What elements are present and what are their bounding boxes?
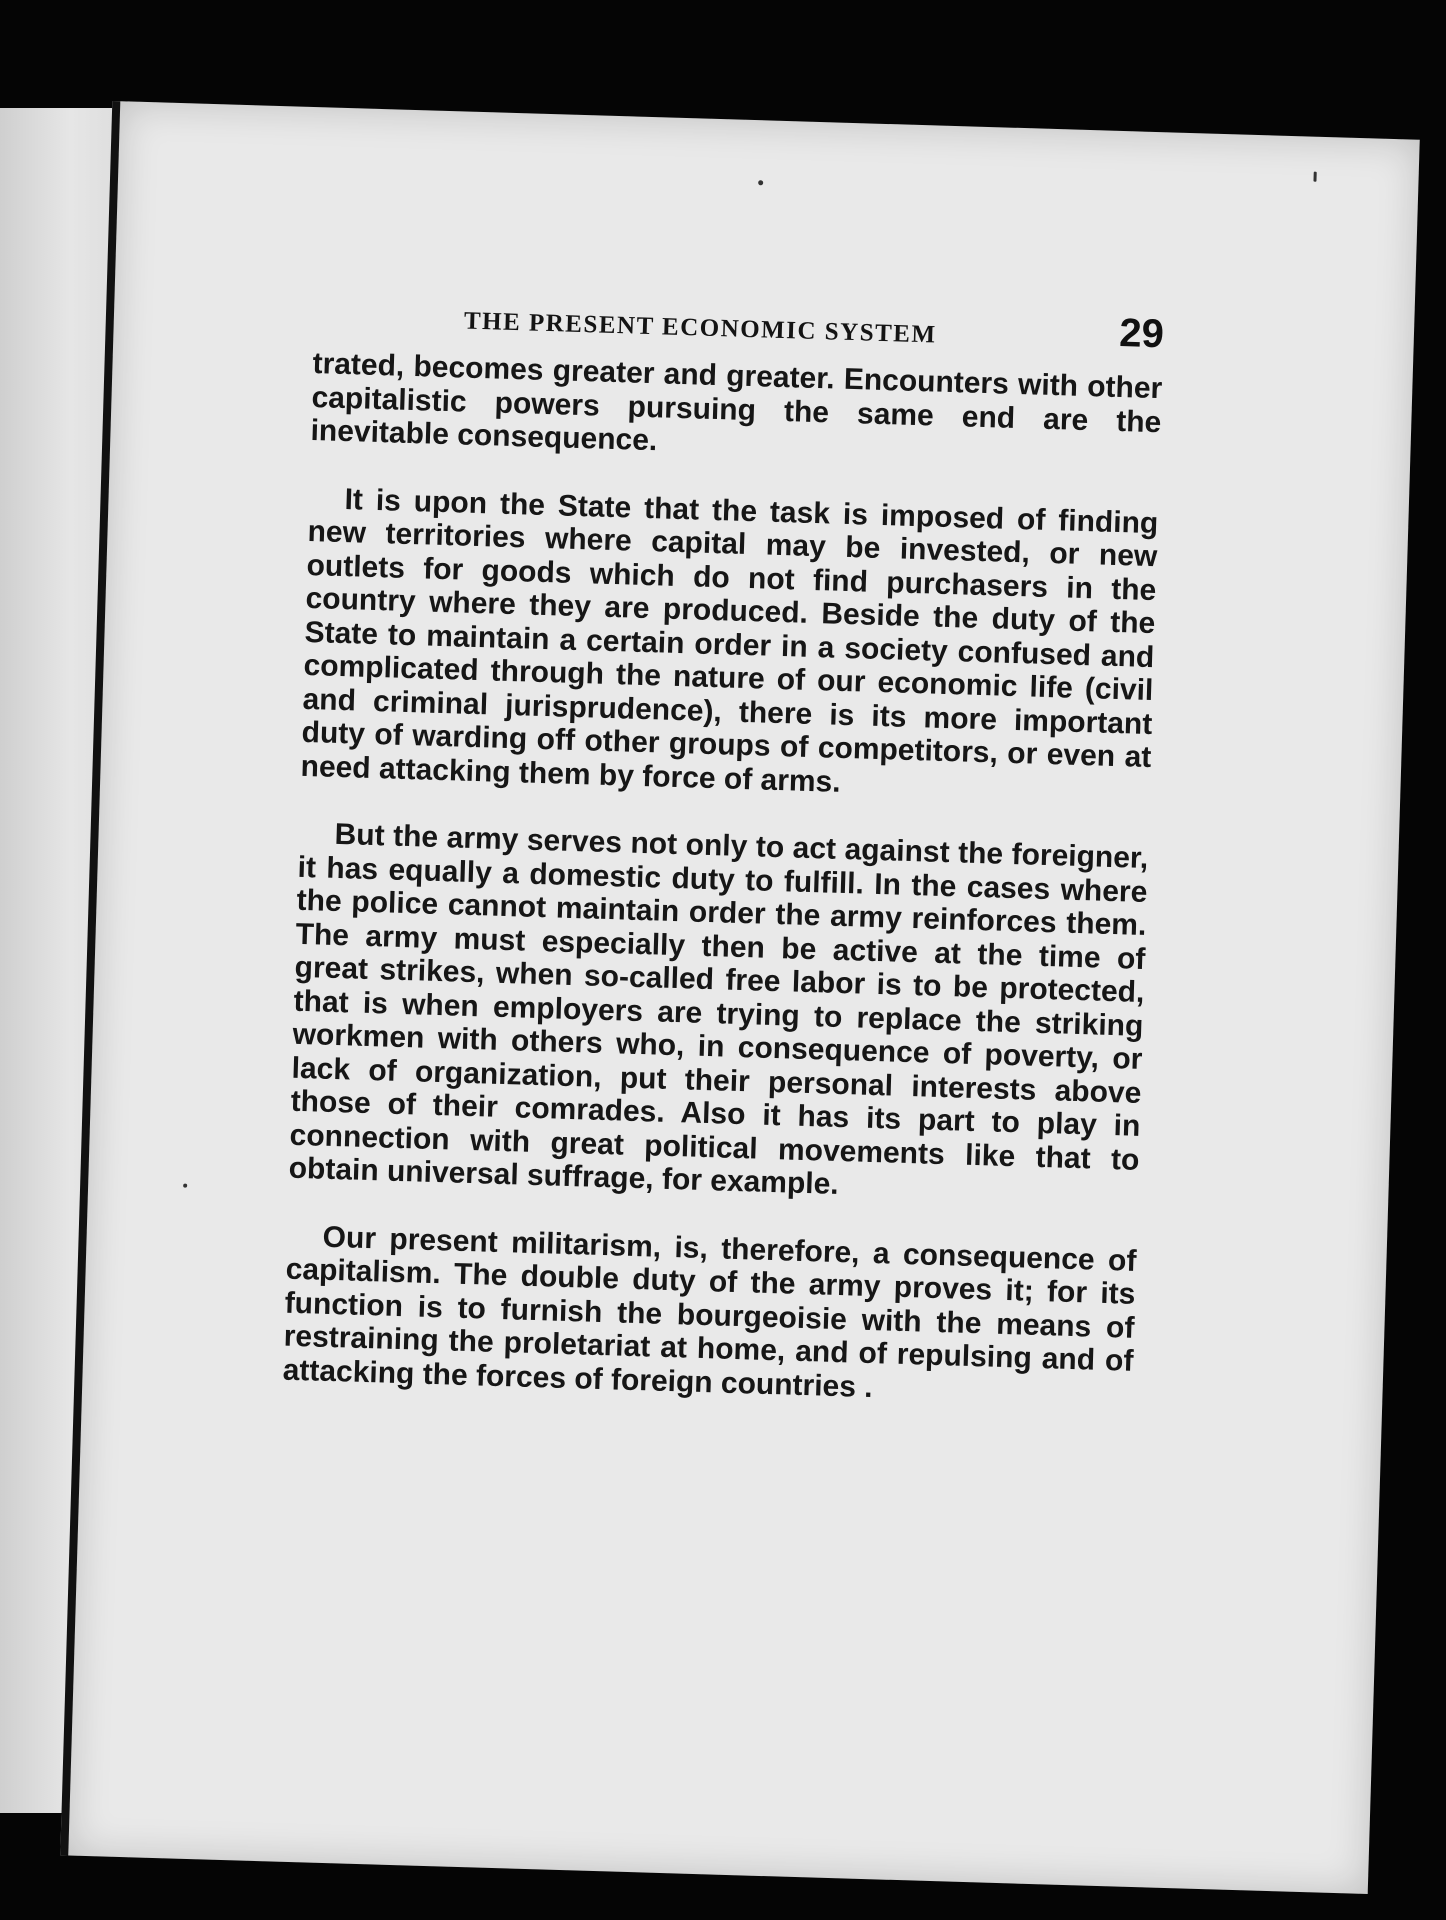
- book-page: [60, 101, 1419, 1894]
- scan-speck: [758, 180, 763, 185]
- paragraph-4: Our present militarism, is, therefore, a consequence of capitalism. The double duty of the army proves it; for its function is to furnish the bourgeoisie with the means of restraining the proletariat at home, and of repulsing and of attacking the forces of foreign countries .: [282, 1220, 1137, 1404]
- page-number: 29: [1118, 310, 1165, 357]
- paragraph-3: But the army serves not only to act against the foreigner, it has equally a domestic duty to fulfill. In the cases where the police cannot maintain order the army reinforces them. The army must especially then be active at the time of great strikes, when so-called free labor is to be protected, that is when employers are trying to replace the striking workmen with others who, in consequence of poverty, or lack of organization, put their personal interests above those of their comrades. Also it has its part to play in connection with great political movements like that to obtain universal suffrage, for example.: [288, 817, 1149, 1202]
- scan-speck: [1313, 172, 1316, 182]
- paragraph-2: It is upon the State that the task is imposed of finding new territories where capital may be invested, or new outlets for goods which do not find purchasers in the country where they are produced. Beside the duty of the State to maintain a certain order in a society confused and complicated through the nature of our economic life (civil and criminal jurisprudence), there is its more important duty of warding off other groups of competitors, or even at need attacking them by force of arms.: [300, 482, 1159, 799]
- page-content: [281, 287, 1164, 1446]
- scan-speck: [183, 1184, 187, 1188]
- running-title: THE PRESENT ECONOMIC SYSTEM: [463, 307, 937, 349]
- paragraph-1: trated, becomes greater and greater. Encounters with other capitalistic powers pursuing the same end are the inevitable consequence.: [310, 347, 1163, 458]
